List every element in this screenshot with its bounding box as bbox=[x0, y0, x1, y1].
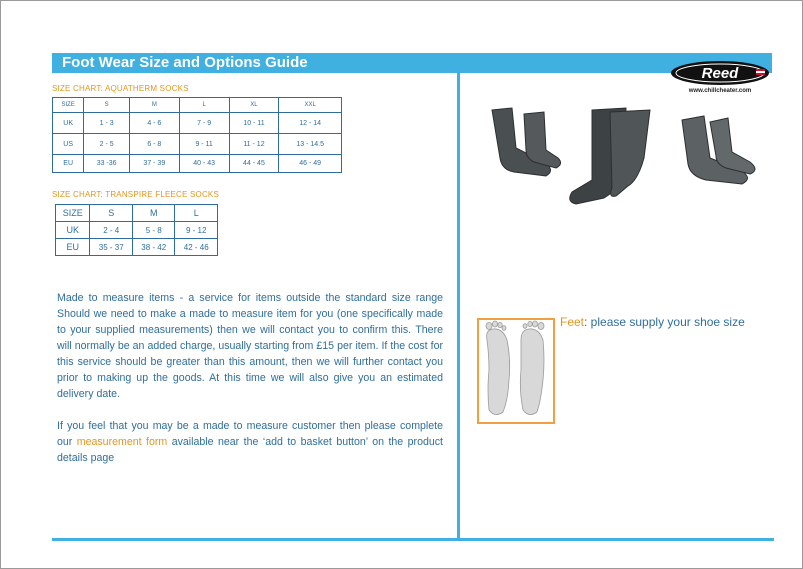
made-to-measure-paragraph: Made to measure items - a service for items outside the standard size range Should we need to make a made to measure item for you (one specifically made to your supplied measurements) then we will contact you to confirm this. There will normally be an added charge, usually starting from £15 per item. If the cost for this service should be greater than this amount, then we will further contact you prior to making up the goods. At this time we will also give you an estimated delivery date. bbox=[57, 292, 443, 400]
fleece-caption bbox=[52, 190, 219, 199]
logo-url: www.chillcheater.com bbox=[688, 88, 752, 94]
aquatherm-caption-name: AQUATHERM SOCKS bbox=[104, 84, 189, 93]
feet-label: Feet bbox=[560, 315, 585, 329]
table-cell: 2 - 4 bbox=[90, 222, 133, 239]
aquatherm-caption bbox=[52, 84, 189, 93]
table-cell: 42 - 46 bbox=[175, 239, 218, 256]
fleece-size-table bbox=[55, 204, 218, 256]
bottom-divider bbox=[52, 538, 774, 541]
table-cell: 11 - 12 bbox=[229, 134, 279, 155]
feet-soles-image bbox=[479, 320, 553, 422]
table-cell: 4 - 6 bbox=[129, 113, 179, 134]
table-cell: 9 - 12 bbox=[175, 222, 218, 239]
header-cell: L bbox=[179, 98, 229, 113]
header-cell: SIZE bbox=[53, 98, 84, 113]
table-cell: 10 - 11 bbox=[229, 113, 279, 134]
header-cell: XL bbox=[229, 98, 279, 113]
table-cell: 5 - 8 bbox=[132, 222, 175, 239]
feet-image-frame bbox=[477, 318, 555, 424]
vertical-divider bbox=[457, 73, 460, 539]
table-row bbox=[53, 155, 342, 173]
aquatherm-caption-prefix: SIZE CHART: bbox=[52, 84, 103, 93]
paragraph-text: If you feel that you may be a made to measure customer then please complete our bbox=[57, 420, 443, 448]
fleece-caption-prefix: SIZE CHART: bbox=[52, 190, 103, 199]
table-row bbox=[56, 239, 218, 256]
table-row bbox=[53, 113, 342, 134]
fleece-caption-name: TRANSPIRE FLEECE SOCKS bbox=[105, 190, 219, 199]
row-label: EU bbox=[56, 239, 90, 256]
header-cell: L bbox=[175, 205, 218, 222]
paragraph-text: available near the ‘add to basket button’ on the product details page bbox=[57, 436, 443, 464]
table-cell: 2 - 5 bbox=[84, 134, 130, 155]
row-label: EU bbox=[53, 155, 84, 173]
table-cell: 40 - 43 bbox=[179, 155, 229, 173]
table-cell: 1 - 3 bbox=[84, 113, 130, 134]
table-header-row bbox=[56, 205, 218, 222]
table-cell: 7 - 9 bbox=[179, 113, 229, 134]
header-cell: S bbox=[84, 98, 130, 113]
table-cell: 12 - 14 bbox=[279, 113, 342, 134]
header-cell: M bbox=[129, 98, 179, 113]
aquatherm-size-table bbox=[52, 97, 342, 173]
table-row bbox=[56, 222, 218, 239]
logo-brand: Reed bbox=[701, 65, 739, 82]
row-label: US bbox=[53, 134, 84, 155]
measurement-form-link[interactable]: measurement form bbox=[76, 436, 168, 448]
table-header-row bbox=[53, 98, 342, 113]
table-cell: 9 - 11 bbox=[179, 134, 229, 155]
table-cell: 35 - 37 bbox=[90, 239, 133, 256]
table-cell: 33 -36 bbox=[84, 155, 130, 173]
header-cell: M bbox=[132, 205, 175, 222]
socks-product-image bbox=[484, 100, 774, 210]
reed-logo bbox=[670, 59, 772, 95]
row-label: UK bbox=[53, 113, 84, 134]
header-cell: XXL bbox=[279, 98, 342, 113]
measurement-form-paragraph bbox=[57, 418, 443, 466]
feet-text: : please supply your shoe size bbox=[584, 315, 745, 329]
table-cell: 38 - 42 bbox=[132, 239, 175, 256]
header-cell: SIZE bbox=[56, 205, 90, 222]
table-cell: 46 - 49 bbox=[279, 155, 342, 173]
table-cell: 37 - 39 bbox=[129, 155, 179, 173]
feet-note bbox=[560, 314, 745, 330]
row-label: UK bbox=[56, 222, 90, 239]
table-cell: 6 - 8 bbox=[129, 134, 179, 155]
page-title: Foot Wear Size and Options Guide bbox=[62, 54, 308, 71]
table-cell: 44 - 45 bbox=[229, 155, 279, 173]
header-cell: S bbox=[90, 205, 133, 222]
table-cell: 13 - 14.5 bbox=[279, 134, 342, 155]
table-row bbox=[53, 134, 342, 155]
